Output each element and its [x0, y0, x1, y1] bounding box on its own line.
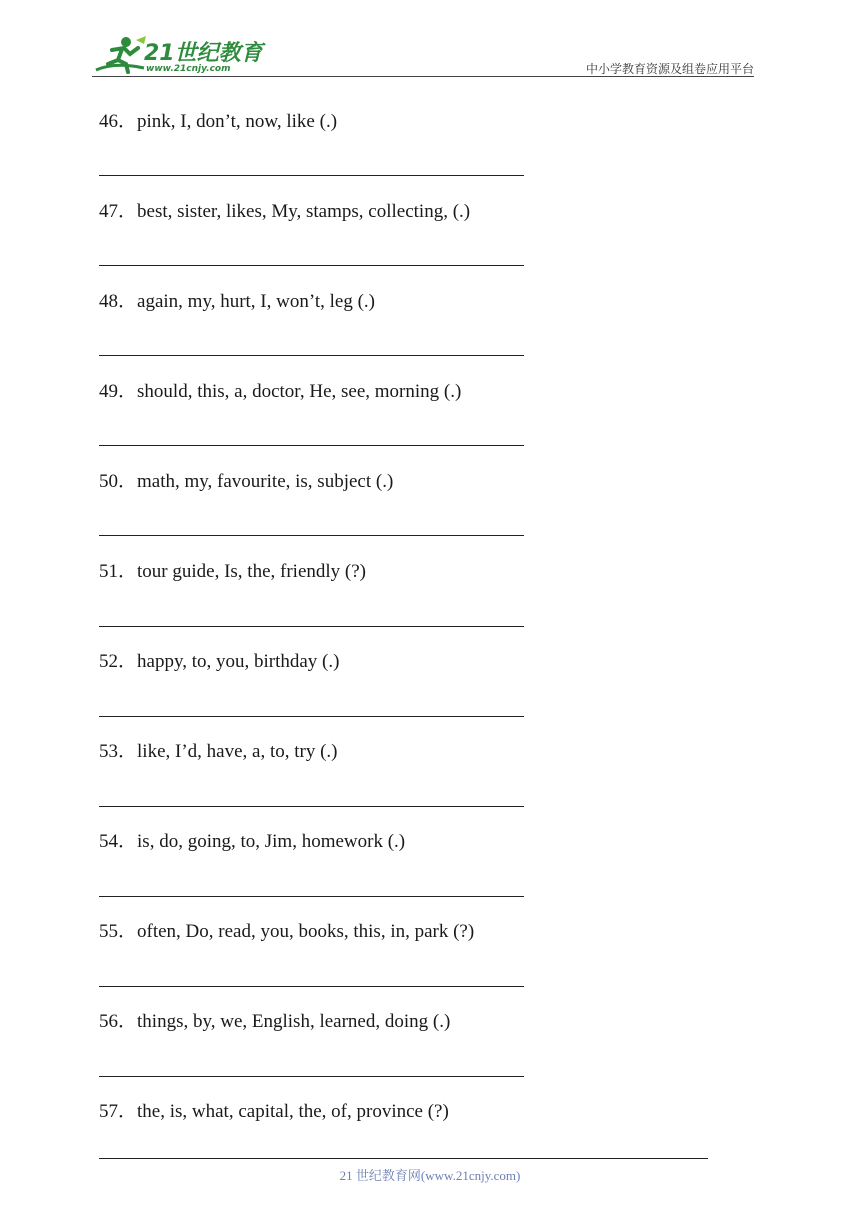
question-57 [99, 1101, 449, 1123]
question-53 [99, 741, 338, 763]
question-text: often, Do, read, you, books, this, in, park (?) [137, 921, 475, 942]
question-51 [99, 561, 366, 583]
question-49 [99, 381, 461, 403]
question-52 [99, 651, 339, 673]
answer-line-47[interactable] [99, 265, 524, 266]
question-number: 56． [99, 1011, 138, 1032]
footer-text: 21 世纪教育网(www.21cnjy.com) [339, 1168, 521, 1183]
question-55 [99, 921, 474, 943]
question-46 [99, 111, 337, 133]
question-text: is, do, going, to, Jim, homework (.) [137, 831, 406, 852]
answer-line-46[interactable] [99, 175, 524, 176]
question-text: the, is, what, capital, the, of, province (?) [137, 1101, 449, 1122]
question-text: like, I’d, have, a, to, try (.) [137, 741, 338, 762]
question-number: 51． [99, 561, 138, 582]
answer-line-56[interactable] [99, 1076, 524, 1077]
runner-logo-icon [92, 34, 148, 76]
answer-line-55[interactable] [99, 986, 524, 987]
question-number: 52． [99, 651, 138, 672]
answer-line-48[interactable] [99, 355, 524, 356]
question-text: best, sister, likes, My, stamps, collecting, (.) [137, 201, 471, 222]
question-text: pink, I, don’t, now, like (.) [137, 111, 338, 132]
answer-line-51[interactable] [99, 626, 524, 627]
answer-line-50[interactable] [99, 535, 524, 536]
question-number: 55． [99, 921, 138, 942]
question-number: 49． [99, 381, 138, 402]
answer-line-49[interactable] [99, 445, 524, 446]
question-48 [99, 291, 375, 313]
question-number: 46． [99, 111, 138, 132]
question-text: tour guide, Is, the, friendly (?) [137, 561, 366, 582]
question-54 [99, 831, 405, 853]
question-number: 53． [99, 741, 138, 762]
page-header [92, 30, 754, 78]
question-text: math, my, favourite, is, subject (.) [137, 471, 394, 492]
question-number: 48． [99, 291, 138, 312]
header-divider [92, 76, 754, 77]
question-number: 50． [99, 471, 138, 492]
logo-url-text: www.21cnjy.com [146, 64, 231, 74]
question-text: again, my, hurt, I, won’t, leg (.) [137, 291, 375, 312]
question-50 [99, 471, 393, 493]
footer-divider [99, 1158, 708, 1159]
question-text: happy, to, you, birthday (.) [137, 651, 340, 672]
question-56 [99, 1011, 450, 1033]
platform-tagline: 中小学教育资源及组卷应用平台 [585, 62, 754, 76]
question-47 [99, 201, 470, 223]
logo-text: 21世纪教育 [144, 41, 263, 66]
question-number: 54． [99, 831, 138, 852]
question-number: 57． [99, 1101, 138, 1122]
answer-line-53[interactable] [99, 806, 524, 807]
question-text: things, by, we, English, learned, doing (.) [137, 1011, 451, 1032]
answer-line-52[interactable] [99, 716, 524, 717]
question-number: 47． [99, 201, 138, 222]
question-text: should, this, a, doctor, He, see, morning (.) [137, 381, 462, 402]
answer-line-54[interactable] [99, 896, 524, 897]
logo [92, 34, 292, 76]
